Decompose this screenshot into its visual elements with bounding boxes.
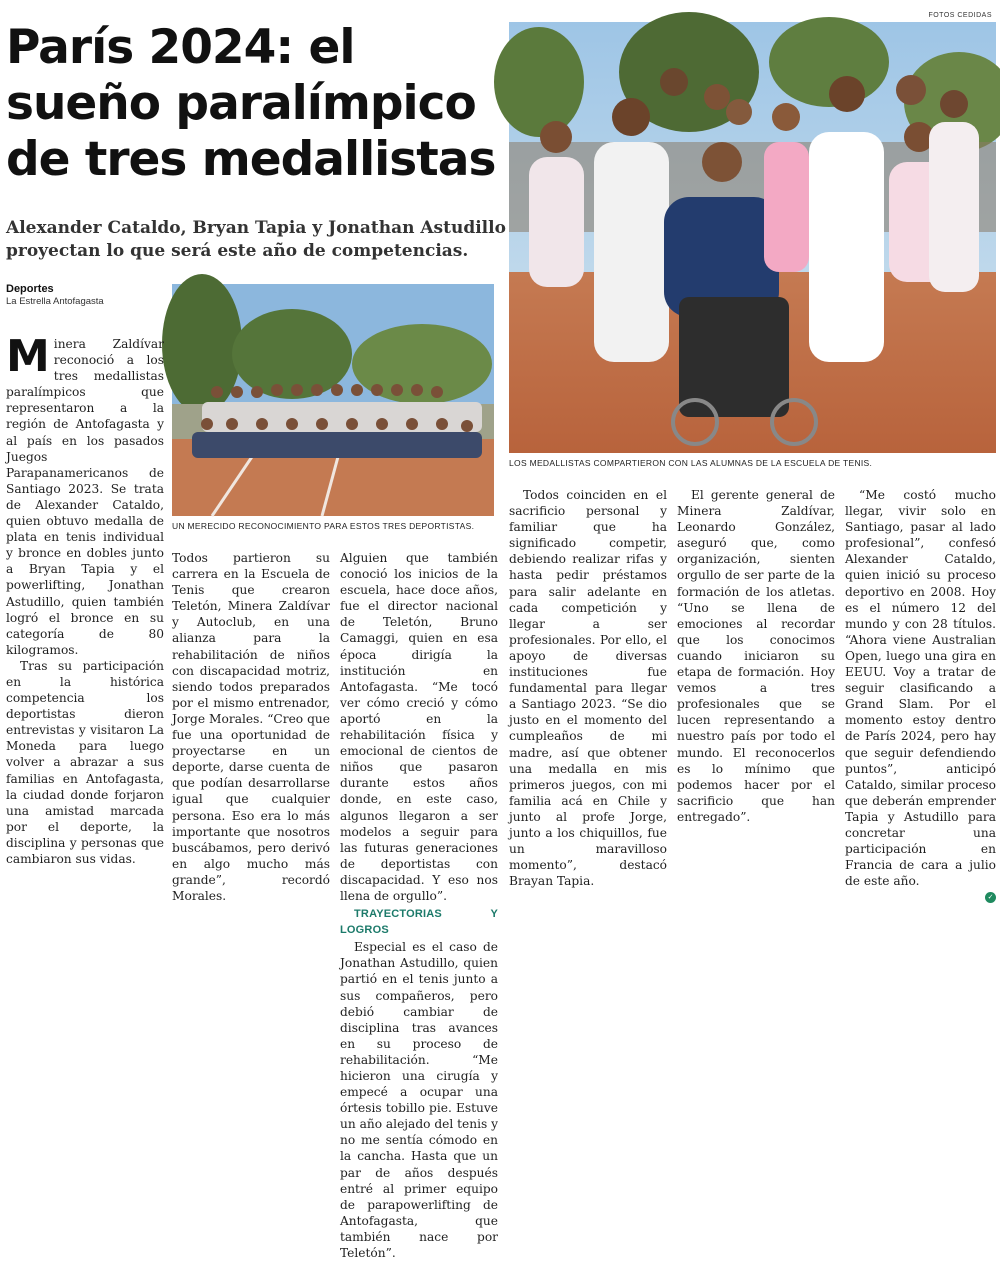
paragraph-3: Todos partieron su carrera en la Escuela de Tenis que crearon Teletón, Minera Zaldívar y Autoclub, en una alianza para la rehabilitación de niños con discapacidad motriz, siendo todos preparados por el mismo entrenador, Jorge Morales. “Creo que fue una oportunidad de proyectarse en un deporte, darse cuenta de que podían desarrollarse igual que cualquier persona. Eso era lo más importante que nosotros buscábamos, pero derivó en algo mucho más grande”, recordó Morales. <box>172 551 330 903</box>
source-label: La Estrella Antofagasta <box>6 296 104 307</box>
paragraph-6: Todos coinciden en el sacrificio personal y familiar que ha significado competir, debiendo realizar rifas y hasta pedir préstamos para salir adelante en cada competición y llegar a ser profesionales. Por ello, el apoyo de diversas instituciones fue fundamental para llegar a Santiago 2023. “Se dio justo en el momento del cumpleaños de mi madre, así que obtener una medalla en mis primeros juegos, con mi familia acá en Chile y junto al profe Jorge, junto a los chiquillos, fue un maravilloso momento”, destacó Brayan Tapia. <box>509 488 667 889</box>
column-4 <box>509 487 667 889</box>
section-title: TRAYECTORIAS Y LOGROS <box>340 908 498 937</box>
section-label: Deportes <box>6 283 54 295</box>
paragraph-8: “Me costó mucho llegar, vivir solo en Santiago, pasar al lado profesional”, confesó Alexander Cataldo, quien inició su proceso deportivo en 2008. Hoy es el número 12 del mundo y con 28 títulos. “Ahora viene Australian Open, luego una gira en EEUU. Voy a tratar de seguir clasificando a Grand Slam. Por el momento estoy dentro de París 2024, pero hay que seguir defendiendo puntos”, anticipó Cataldo, similar proceso que deberán emprender Tapia y Astudillo para concretar una participación en Francia de cara a julio de este año. <box>845 488 996 889</box>
paragraph-4: Alguien que también conoció los inicios de la escuela, hace doce años, fue el director nacional de Teletón, Bruno Camaggi, quien en esa época dirigía la institución en Antofagasta. “Me tocó ver cómo creció y cómo aportó en la rehabilitación física y emocional de cientos de niños que pasaron durante estos años donde, en este caso, algunos llegaron a ser modelos a seguir para las futuras generaciones de deportistas con discapacidad. Y eso nos llena de orgullo”. <box>340 551 498 903</box>
main-photo <box>509 22 996 453</box>
column-1 <box>6 331 164 867</box>
column-2 <box>172 550 330 903</box>
check-icon: ✓ <box>985 892 996 903</box>
column-6 <box>845 487 996 902</box>
photo-credit: FOTOS CEDIDAS <box>928 12 992 19</box>
group-photo-caption: UN MERECIDO RECONOCIMIENTO PARA ESTOS TRES DEPORTISTAS. <box>172 521 475 531</box>
paragraph-5: Especial es el caso de Jonathan Astudillo, quien partió en el tenis junto a sus compañeros, pero debió cambiar de disciplina tras avances en su proceso de rehabilitación. “Me hicieron una cirugía y empecé a ocupar una órtesis tobillo pie. Estuve un año alejado del tenis y no me sentía cómodo en la cancha. Hasta que un par de años después entré al primer equipo de parapowerlifting de Antofagasta, que también nace por Teletón”. <box>340 940 498 1261</box>
group-photo <box>172 284 494 516</box>
column-5 <box>677 487 835 857</box>
headline: París 2024: el sueño paralímpico de tres medallistas <box>6 20 496 187</box>
paragraph-1: inera Zaldívar reconoció a los tres medallistas paralímpicos que representaron a la región de Antofagasta y al país en los pasados Juegos Parapanamericanos de Santiago 2023. Se trata de Alexander Cataldo, quien obtuvo medalla de plata en tenis individual y bronce en dobles junto a Bryan Tapia y el powerlifting, Jonathan Astudillo, quien también logró el bronce en su categoría de 80 kilogramos. <box>6 337 164 657</box>
paragraph-2: Tras su participación en la histórica competencia los deportistas dieron entrevistas y visitaron La Moneda para luego volver a abrazar a sus familias en Antofagasta, la ciudad donde forjaron una amistad marcada por el deporte, la disciplina y personas que cambiaron sus vidas. <box>6 658 164 866</box>
dropcap: M <box>6 331 50 382</box>
subheadline: Alexander Cataldo, Bryan Tapia y Jonathan Astudillo proyectan lo que será este año de competencias. <box>6 218 506 261</box>
paragraph-7: El gerente general de Minera Zaldívar, Leonardo González, aseguró que, como organización, sienten orgullo de ser parte de la formación de los atletas. “Uno se llena de emociones al recordar que los conocimos cuando iniciaron su etapa de formación. Hoy vemos a tres profesionales que se lucen representando a nuestro país por todo el mundo. El reconocerlos es lo mínimo que podemos hacer por el sacrificio que han entregado”. <box>677 488 835 824</box>
main-photo-caption: LOS MEDALLISTAS COMPARTIERON CON LAS ALUMNAS DE LA ESCUELA DE TENIS. <box>509 458 873 468</box>
column-3 <box>340 550 498 1261</box>
